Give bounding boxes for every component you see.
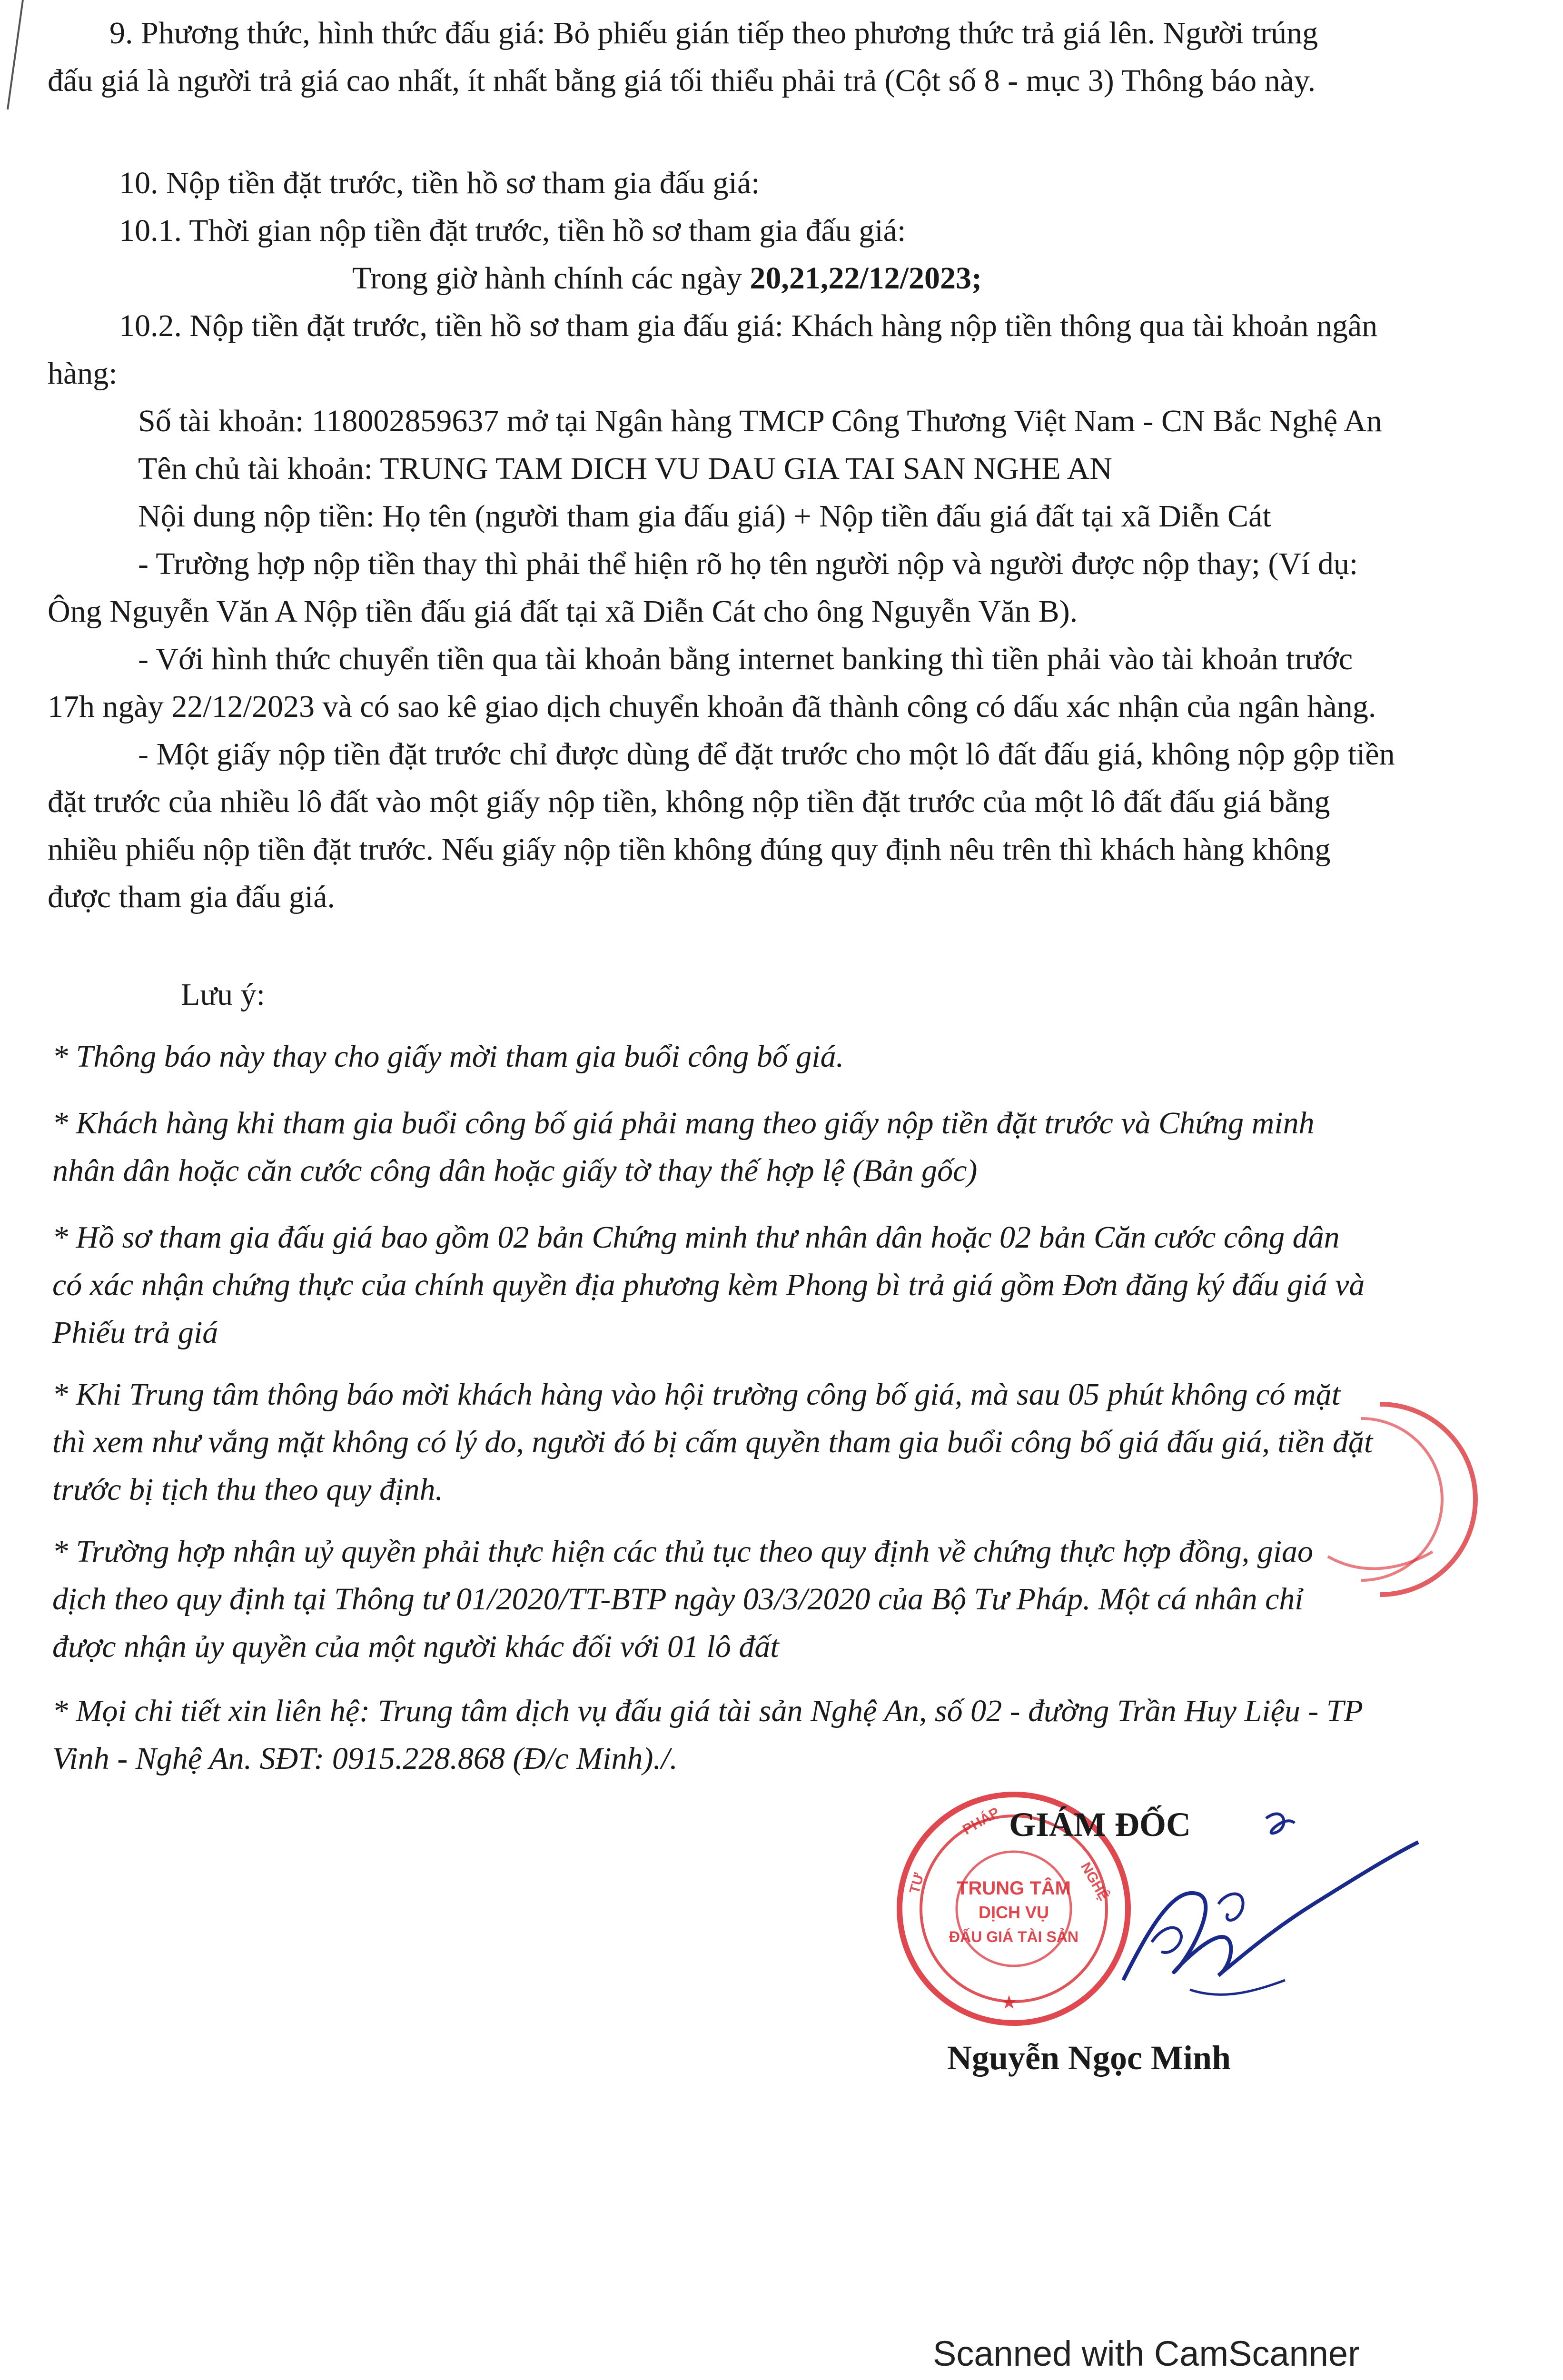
section-10-heading: 10. Nộp tiền đặt trước, tiền hồ sơ tham gia đấu giá: xyxy=(119,166,760,200)
note-deposit-slip-line-2: đặt trước của nhiều lô đất vào một giấy nộp tiền, không nộp tiền đặt trước của một lô đất đấu giá bằng xyxy=(48,784,1330,819)
note-1: * Thông báo này thay cho giấy mời tham gia buổi công bố giá. xyxy=(52,1039,844,1074)
payment-content: Nội dung nộp tiền: Họ tên (người tham gia đấu giá) + Nộp tiền đấu giá đất tại xã Diễn Cát xyxy=(138,499,1271,534)
account-number: Số tài khoản: 118002859637 mở tại Ngân hàng TMCP Công Thương Việt Nam - CN Bắc Nghệ An xyxy=(138,404,1382,438)
signatory-title: GIÁM ĐỐC xyxy=(1009,1805,1191,1844)
section-10-1-time xyxy=(352,259,982,298)
note-4-line-1: * Khi Trung tâm thông báo mời khách hàng vào hội trường công bố giá, mà sau 05 phút không có mặt xyxy=(52,1377,1341,1412)
section-10-1-dates: 20,21,22/12/2023; xyxy=(750,261,982,296)
note-3-line-3: Phiếu trả giá xyxy=(52,1315,218,1350)
section-10-2-line-1: 10.2. Nộp tiền đặt trước, tiền hồ sơ tham gia đấu giá: Khách hàng nộp tiền thông qua tài khoản ngân xyxy=(119,308,1378,343)
note-6-line-1: * Mọi chi tiết xin liên hệ: Trung tâm dịch vụ đấu giá tài sản Nghệ An, số 02 - đường Trần Huy Liệu - TP xyxy=(52,1694,1363,1728)
note-deposit-slip-line-4: được tham gia đấu giá. xyxy=(48,880,335,914)
svg-text:TRUNG TÂM: TRUNG TÂM xyxy=(957,1878,1071,1899)
svg-text:★: ★ xyxy=(1000,1992,1018,2013)
note-proxy-payment-line-1: - Trường hợp nộp tiền thay thì phải thể hiện rõ họ tên người nộp và người được nộp thay; (Ví dụ: xyxy=(138,546,1358,581)
note-internet-banking-line-2: 17h ngày 22/12/2023 và có sao kê giao dịch chuyển khoản đã thành công có dấu xác nhận của ngân hàng. xyxy=(48,689,1376,724)
svg-text:DỊCH VỤ: DỊCH VỤ xyxy=(978,1903,1049,1922)
section-9-line-1: 9. Phương thức, hình thức đấu giá: Bỏ phiếu gián tiếp theo phương thức trả giá lên. Người trúng xyxy=(109,16,1318,50)
note-2-line-2: nhân dân hoặc căn cước công dân hoặc giấy tờ thay thế hợp lệ (Bản gốc) xyxy=(52,1153,978,1188)
note-5-line-2: dịch theo quy định tại Thông tư 01/2020/TT-BTP ngày 03/3/2020 của Bộ Tư Pháp. Một cá nhân chỉ xyxy=(52,1582,1304,1616)
svg-text:TƯ: TƯ xyxy=(906,1871,927,1895)
section-9-line-2: đấu giá là người trả giá cao nhất, ít nhất bằng giá tối thiểu phải trả (Cột số 8 - mục 3) Thông báo này. xyxy=(48,63,1316,98)
camscanner-watermark: Scanned with CamScanner xyxy=(933,2334,1360,2373)
section-10-2-line-2: hàng: xyxy=(48,356,118,391)
note-5-line-3: được nhận ủy quyền của một người khác đối với 01 lô đất xyxy=(52,1629,779,1664)
note-4-line-3: trước bị tịch thu theo quy định. xyxy=(52,1472,443,1507)
note-2-line-1: * Khách hàng khi tham gia buổi công bố giá phải mang theo giấy nộp tiền đặt trước và Chứng minh xyxy=(52,1106,1315,1140)
scan-edge-mark xyxy=(4,0,32,114)
signatory-name: Nguyễn Ngọc Minh xyxy=(947,2039,1231,2077)
section-10-1-heading: 10.1. Thời gian nộp tiền đặt trước, tiền hồ sơ tham gia đấu giá: xyxy=(119,213,906,248)
note-deposit-slip-line-1: - Một giấy nộp tiền đặt trước chỉ được dùng để đặt trước cho một lô đất đấu giá, không nộp gộp tiền xyxy=(138,737,1395,772)
note-proxy-payment-line-2: Ông Nguyễn Văn A Nộp tiền đấu giá đất tại xã Diễn Cát cho ông Nguyễn Văn B). xyxy=(48,594,1078,629)
note-6-line-2: Vinh - Nghệ An. SĐT: 0915.228.868 (Đ/c Minh)./. xyxy=(52,1741,678,1776)
svg-text:PHÁP: PHÁP xyxy=(960,1804,1002,1838)
note-internet-banking-line-1: - Với hình thức chuyển tiền qua tài khoản bằng internet banking thì tiền phải vào tài khoản trước xyxy=(138,642,1353,676)
note-4-line-2: thì xem như vắng mặt không có lý do, người đó bị cấm quyền tham gia buổi công bố giá đấu giá, tiền đặt xyxy=(52,1425,1373,1459)
partial-red-stamp xyxy=(1323,1399,1485,1599)
section-10-1-time-prefix: Trong giờ hành chính các ngày xyxy=(352,261,750,296)
account-name: Tên chủ tài khoản: TRUNG TAM DICH VU DAU GIA TAI SAN NGHE AN xyxy=(138,451,1112,486)
svg-text:NGHỆ: NGHỆ xyxy=(1077,1860,1112,1904)
note-5-line-1: * Trường hợp nhận uỷ quyền phải thực hiện các thủ tục theo quy định về chứng thực hợp đồng, giao xyxy=(52,1534,1314,1569)
note-3-line-2: có xác nhận chứng thực của chính quyền địa phương kèm Phong bì trả giá gồm Đơn đăng ký đấu giá và xyxy=(52,1268,1365,1302)
note-3-line-1: * Hồ sơ tham gia đấu giá bao gồm 02 bản Chứng minh thư nhân dân hoặc 02 bản Căn cước công dân xyxy=(52,1220,1340,1255)
notes-title: Lưu ý: xyxy=(181,977,265,1012)
svg-text:ĐẤU GIÁ TÀI SẢN: ĐẤU GIÁ TÀI SẢN xyxy=(949,1928,1078,1945)
note-deposit-slip-line-3: nhiều phiếu nộp tiền đặt trước. Nếu giấy nộp tiền không đúng quy định nêu trên thì khách hàng không xyxy=(48,832,1331,867)
